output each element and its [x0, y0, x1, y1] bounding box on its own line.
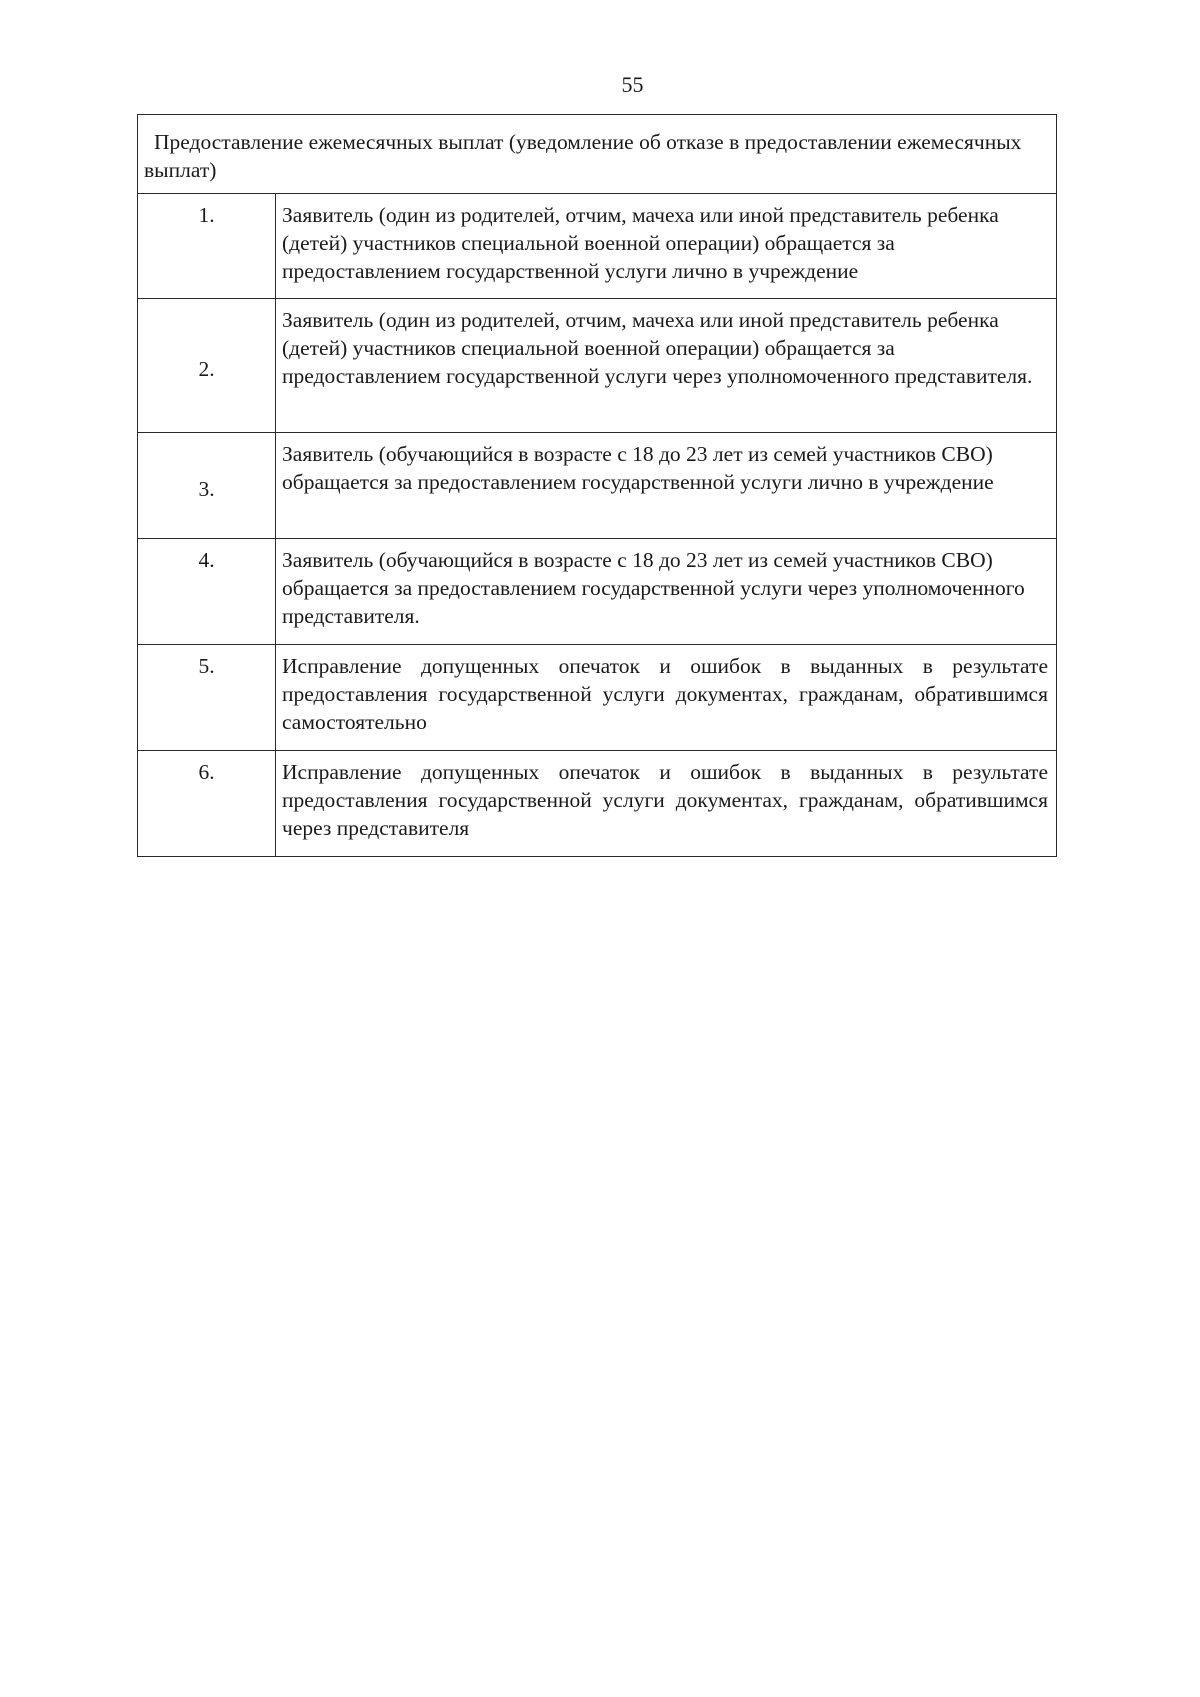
- table-row: [138, 194, 1057, 299]
- row-number: 3.: [138, 433, 276, 539]
- table-header-row: [138, 115, 1057, 194]
- row-text: Заявитель (один из родителей, отчим, мачеха или иной представитель ребенка (детей) участников специальной военной операции) обращается за предоставлением государственной услуги лично в учреждение: [276, 194, 1057, 299]
- services-table: [137, 114, 1057, 857]
- table-row: [138, 299, 1057, 433]
- table-header-text: Предоставление ежемесячных выплат (уведомление об отказе в предоставлении ежемесячных выплат): [144, 130, 1022, 182]
- table-row: [138, 539, 1057, 645]
- row-number: 6.: [138, 751, 276, 857]
- row-text: Заявитель (обучающийся в возрасте с 18 до 23 лет из семей участников СВО) обращается за предоставлением государственной услуги лично в учреждение: [276, 433, 1057, 539]
- table-row: [138, 433, 1057, 539]
- row-number: 5.: [138, 645, 276, 751]
- table-header-cell: [138, 115, 1057, 194]
- row-number: 4.: [138, 539, 276, 645]
- row-text: Заявитель (один из родителей, отчим, мачеха или иной представитель ребенка (детей) участников специальной военной операции) обращается за предоставлением государственной услуги через уполномоченного представителя.: [276, 299, 1057, 433]
- row-number: 1.: [138, 194, 276, 299]
- page-number: 55: [621, 72, 644, 97]
- row-number: 2.: [138, 299, 276, 433]
- table-row: [138, 645, 1057, 751]
- row-text: Заявитель (обучающийся в возрасте с 18 до 23 лет из семей участников СВО) обращается за предоставлением государственной услуги через уполномоченного представителя.: [276, 539, 1057, 645]
- row-text: Исправление допущенных опечаток и ошибок в выданных в результате предоставления государственной услуги документах, гражданам, обратившимся самостоятельно: [276, 645, 1057, 751]
- table-row: [138, 751, 1057, 857]
- row-text: Исправление допущенных опечаток и ошибок в выданных в результате предоставления государственной услуги документах, гражданам, обратившимся через представителя: [276, 751, 1057, 857]
